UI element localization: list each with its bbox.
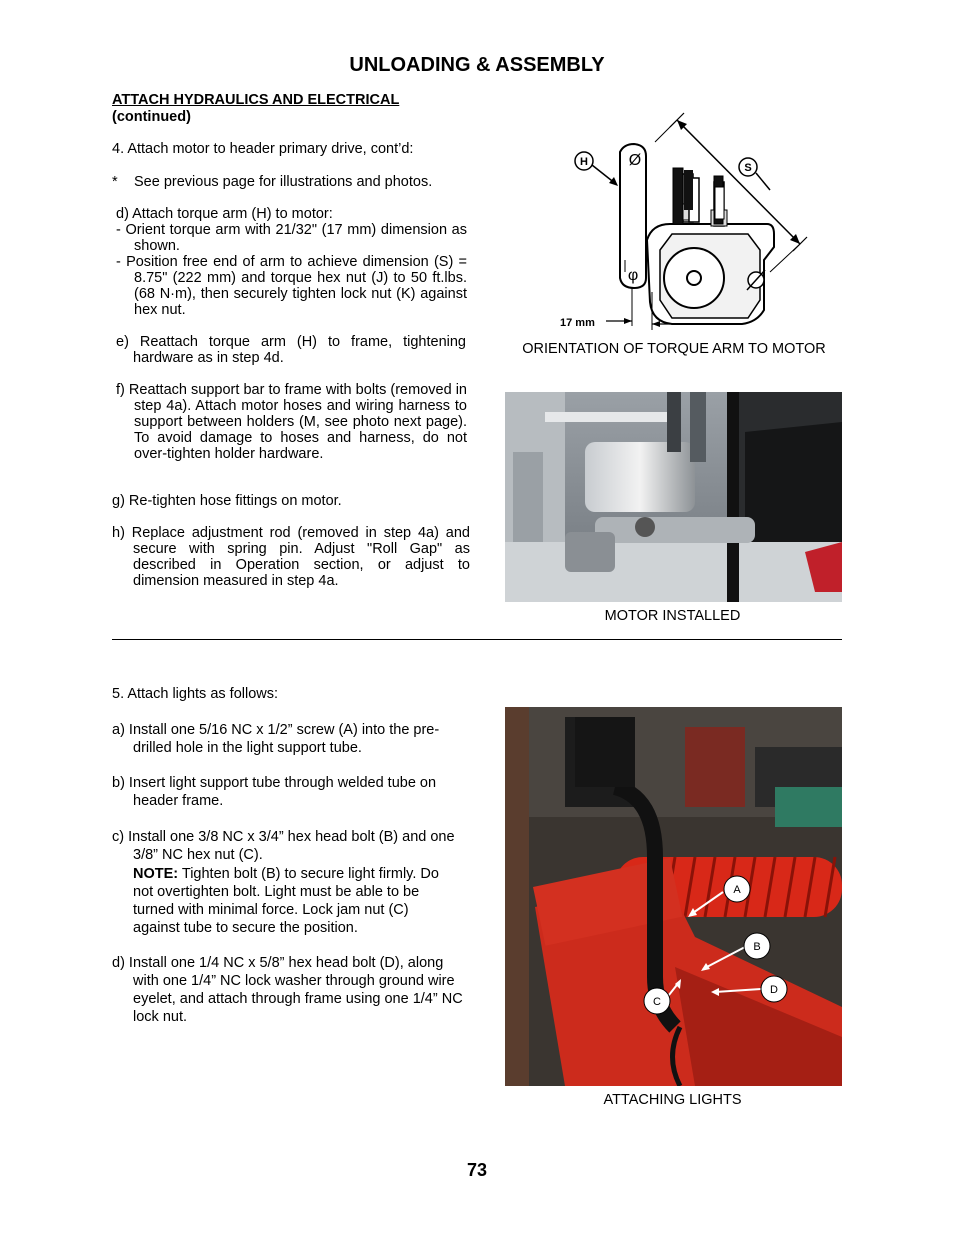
label-s: S	[744, 162, 752, 174]
step4-e: e) Reattach torque arm (H) to frame, tightening hardware as in step 4d.	[116, 334, 466, 366]
step5-d: d) Install one 1/4 NC x 5/8” hex head bolt (D), along with one 1/4” NC lock washer through ground wire eyelet, and attach through frame using one 1/4” NC lock nut.	[112, 955, 463, 1025]
dim-17mm: 17 mm	[560, 317, 595, 329]
section-heading-text: ATTACH HYDRAULICS AND ELECTRICAL	[112, 92, 400, 108]
step5-note-text: Tighten bolt (B) to secure light firmly. Do not overtighten bolt. Light must be able to be turned with minimal force. Lock jam nut (C) against tube to secure the position.	[133, 866, 439, 936]
step4-g: g) Re-tighten hose fittings on motor.	[112, 493, 342, 509]
step5-note	[133, 865, 450, 937]
motor-installed-photo	[505, 392, 842, 602]
step5-c: c) Install one 3/8 NC x 3/4” hex head bolt (B) and one 3/8” NC hex nut (C).	[112, 829, 455, 863]
section-heading	[112, 92, 399, 126]
step5-intro: 5. Attach lights as follows:	[112, 686, 279, 702]
svg-text:Ø: Ø	[628, 152, 642, 169]
callout-a: A	[733, 884, 741, 896]
note-star: *	[112, 174, 118, 190]
torque-arm-diagram	[552, 112, 814, 334]
caption-motor: MOTOR INSTALLED	[604, 608, 741, 624]
step4-note: See previous page for illustrations and photos.	[134, 174, 433, 190]
step4-h: h) Replace adjustment rod (removed in step 4a) and secure with spring pin. Adjust "Roll Gap" as described in Operation section, or adjust to dimension measured in step 4a.	[112, 525, 470, 589]
page-title: UNLOADING & ASSEMBLY	[349, 54, 605, 76]
callout-d: D	[770, 984, 778, 996]
caption-lights: ATTACHING LIGHTS	[603, 1092, 742, 1108]
step5-note-label: NOTE:	[133, 866, 179, 882]
section-continued: (continued)	[112, 109, 191, 125]
step4-f: f) Reattach support bar to frame with bolts (removed in step 4a). Attach motor hoses and wiring harness to support between holders (M, see photo next page). To avoid damage to hoses and harness, do not over-tighten holder hardware.	[116, 382, 467, 462]
callout-c: C	[653, 996, 661, 1008]
page-number: 73	[466, 1160, 488, 1180]
step5-b: b) Insert light support tube through welded tube on header frame.	[112, 775, 437, 809]
attaching-lights-photo	[505, 707, 842, 1086]
label-h: H	[580, 156, 588, 168]
step4-intro: 4. Attach motor to header primary drive, cont’d:	[112, 141, 414, 157]
callout-b: B	[753, 941, 761, 953]
section-divider	[112, 639, 842, 640]
step4-d2: - Position free end of arm to achieve dimension (S) = 8.75" (222 mm) and torque hex nut (J) to 50 ft.lbs. (68 N·m), then securely tighten lock nut (K) against hex nut.	[116, 254, 467, 318]
step4-d1: - Orient torque arm with 21/32" (17 mm) dimension as shown.	[116, 222, 467, 254]
step5-a: a) Install one 5/16 NC x 1/2” screw (A) into the pre-drilled hole in the light support tube.	[112, 722, 440, 756]
svg-text:φ: φ	[627, 267, 639, 284]
step4-d: d) Attach torque arm (H) to motor:	[116, 206, 333, 222]
caption-torque: ORIENTATION OF TORQUE ARM TO MOTOR	[522, 341, 826, 357]
